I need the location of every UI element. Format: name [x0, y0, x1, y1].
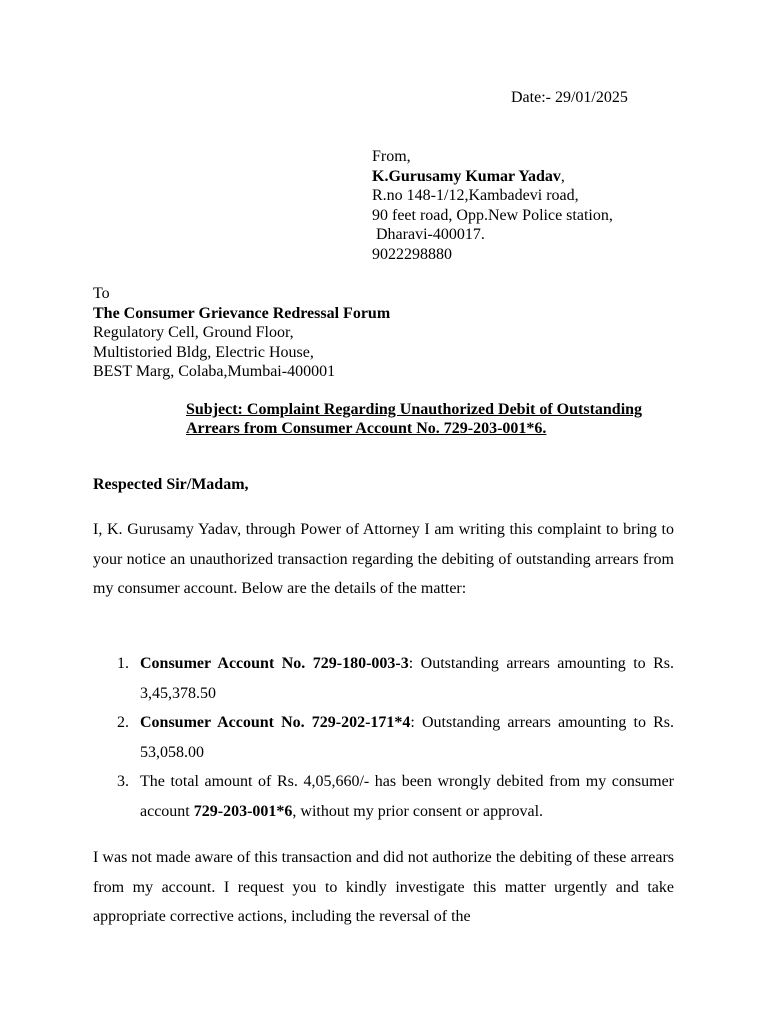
recipient-address-block: [93, 284, 390, 382]
sender-address-line: R.no 148-1/12,Kambadevi road,: [372, 187, 579, 205]
account-number: 729-203-001*6: [193, 802, 293, 820]
list-item-text: : Outstanding arrears amounting to Rs. 53,058.00: [140, 714, 674, 761]
recipient-address-line: Multistoried Bldg, Electric House,: [93, 343, 314, 361]
list-item: [93, 767, 674, 826]
sender-address-line: Dharavi-400017.: [372, 226, 485, 244]
account-number: Consumer Account No. 729-180-003-3: [140, 655, 409, 672]
sender-address-block: [372, 147, 613, 265]
account-details-list: [93, 649, 674, 826]
list-item: [93, 649, 674, 708]
salutation: Respected Sir/Madam,: [93, 476, 249, 493]
sender-address-line: 90 feet road, Opp.New Police station,: [372, 206, 613, 224]
list-item-text: , without my prior consent or approval.: [292, 802, 544, 820]
body-paragraph-2: I was not made aware of this transaction and did not authorize the debiting of these arrears from my account. I request you to kindly investigate this matter urgently and take appropriate corrective actions, including the reversal of the: [93, 849, 674, 925]
body-paragraph-1: I, K. Gurusamy Yadav, through Power of Attorney I am writing this complaint to bring to your notice an unauthorized transaction regarding the debiting of outstanding arrears from my consumer account. Below are the details of the matter:: [93, 521, 674, 597]
list-item-text: The total amount of Rs. 4,05,660/- has been wrongly debited from my consumer account: [140, 773, 674, 820]
list-item-text: : Outstanding arrears amounting to Rs. 3,45,378.50: [140, 655, 675, 702]
sender-phone: 9022298880: [372, 245, 452, 263]
subject-line: Subject: Complaint Regarding Unauthorized Debit of Outstanding Arrears from Consumer Account No. 729-203-001*6.: [186, 401, 643, 437]
list-number: 1.: [117, 655, 129, 672]
list-number: 2.: [117, 714, 129, 731]
from-label: From,: [372, 148, 411, 165]
recipient-address-line: BEST Marg, Colaba,Mumbai-400001: [93, 363, 336, 381]
list-item: [93, 708, 674, 767]
letter-date: Date:- 29/01/2025: [511, 89, 628, 106]
account-number: Consumer Account No. 729-202-171*4: [140, 714, 411, 731]
recipient-address-line: Regulatory Cell, Ground Floor,: [93, 324, 294, 342]
recipient-name: The Consumer Grievance Redressal Forum: [93, 304, 391, 322]
list-number: 3.: [117, 773, 129, 790]
sender-name-suffix: ,: [560, 167, 565, 185]
to-label: To: [93, 285, 110, 302]
sender-name-line: [372, 167, 613, 187]
sender-name: K.Gurusamy Kumar Yadav: [372, 167, 561, 185]
